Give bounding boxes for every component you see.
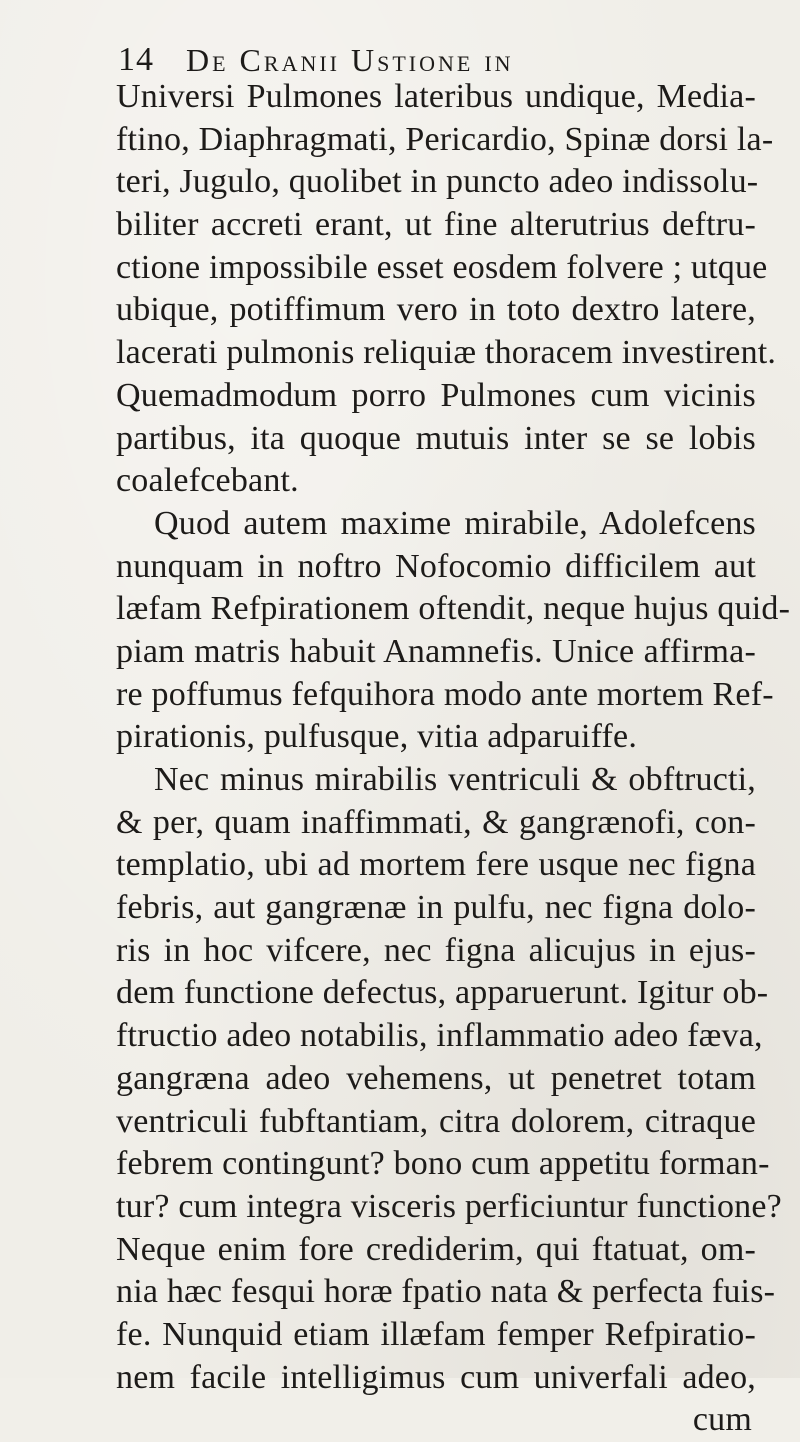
text-line: ftino, Diaphragmati, Pericardio, Spinæ dorsi la- [116, 120, 774, 158]
text-line: ris in hoc vifcere, nec figna alicujus in ejus- [116, 931, 756, 969]
body-text [116, 76, 791, 1442]
text-line: Universi Pulmones lateribus undique, Media- [116, 78, 756, 115]
text-line: gangræna adeo vehemens, ut penetret totam [116, 1059, 756, 1097]
text-line: febris, aut gangrænæ in pulfu, nec figna dolo- [116, 889, 756, 927]
text-line: biliter accreti erant, ut fine alterutrius deftru- [116, 206, 756, 244]
text-line: ubique, potiffimum vero in toto dextro latere, [116, 291, 756, 329]
text-line: læfam Refpirationem oftendit, neque hujus quid- [116, 590, 791, 628]
text-line: ventriculi fubftantiam, citra dolorem, citraque [116, 1102, 756, 1140]
running-head [118, 40, 718, 80]
text-line: re poffumus fefquihora modo ante mortem Ref- [116, 675, 774, 713]
text-line: & per, quam inaffimmati, & gangrænofi, con- [116, 803, 756, 841]
text-line-paragraph-start: Nec minus mirabilis ventriculi & obftructi, [154, 761, 756, 798]
text-line: ctione impossibile esset eosdem folvere ; utque [116, 248, 768, 286]
text-line: nia hæc fesqui horæ fpatio nata & perfecta fuis- [116, 1273, 776, 1311]
text-line: dem functione defectus, apparuerunt. Igitur ob- [116, 974, 769, 1012]
text-line: nem facile intelligimus cum univerfali adeo, [116, 1358, 756, 1396]
text-line: templatio, ubi ad mortem fere usque nec figna [116, 846, 756, 884]
page-number: 14 [118, 41, 154, 78]
text-line: nunquam in noftro Nofocomio difficilem aut [116, 547, 756, 585]
text-line: lacerati pulmonis reliquiæ thoracem investirent. [116, 334, 777, 372]
text-line-paragraph-end: coalefcebant. [116, 462, 299, 500]
text-line-paragraph-start: Quod autem maxime mirabile, Adolefcens [154, 504, 756, 542]
text-line: partibus, ita quoque mutuis inter se se lobis [116, 419, 756, 457]
text-line: Neque enim fore crediderim, qui ftatuat, om- [116, 1230, 756, 1268]
text-line: fe. Nunquid etiam illæfam femper Refpiratio- [116, 1315, 756, 1353]
text-line: Quemadmodum porro Pulmones cum vicinis [116, 376, 756, 414]
text-line: tur? cum integra visceris perficiuntur functione? [116, 1187, 782, 1225]
text-line: piam matris habuit Anamnefis. Unice affirma- [116, 632, 756, 670]
catchword: cum [692, 1401, 752, 1439]
text-line: febrem contingunt? bono cum appetitu forman- [116, 1145, 770, 1183]
text-line: ftructio adeo notabilis, inflammatio adeo fæva, [116, 1017, 763, 1055]
running-title: De Cranii Ustione in [186, 42, 514, 78]
text-line-paragraph-end: pirationis, pulfusque, vitia adparuiffe. [116, 718, 638, 756]
text-line: teri, Jugulo, quolibet in puncto adeo indissolu- [116, 163, 759, 201]
